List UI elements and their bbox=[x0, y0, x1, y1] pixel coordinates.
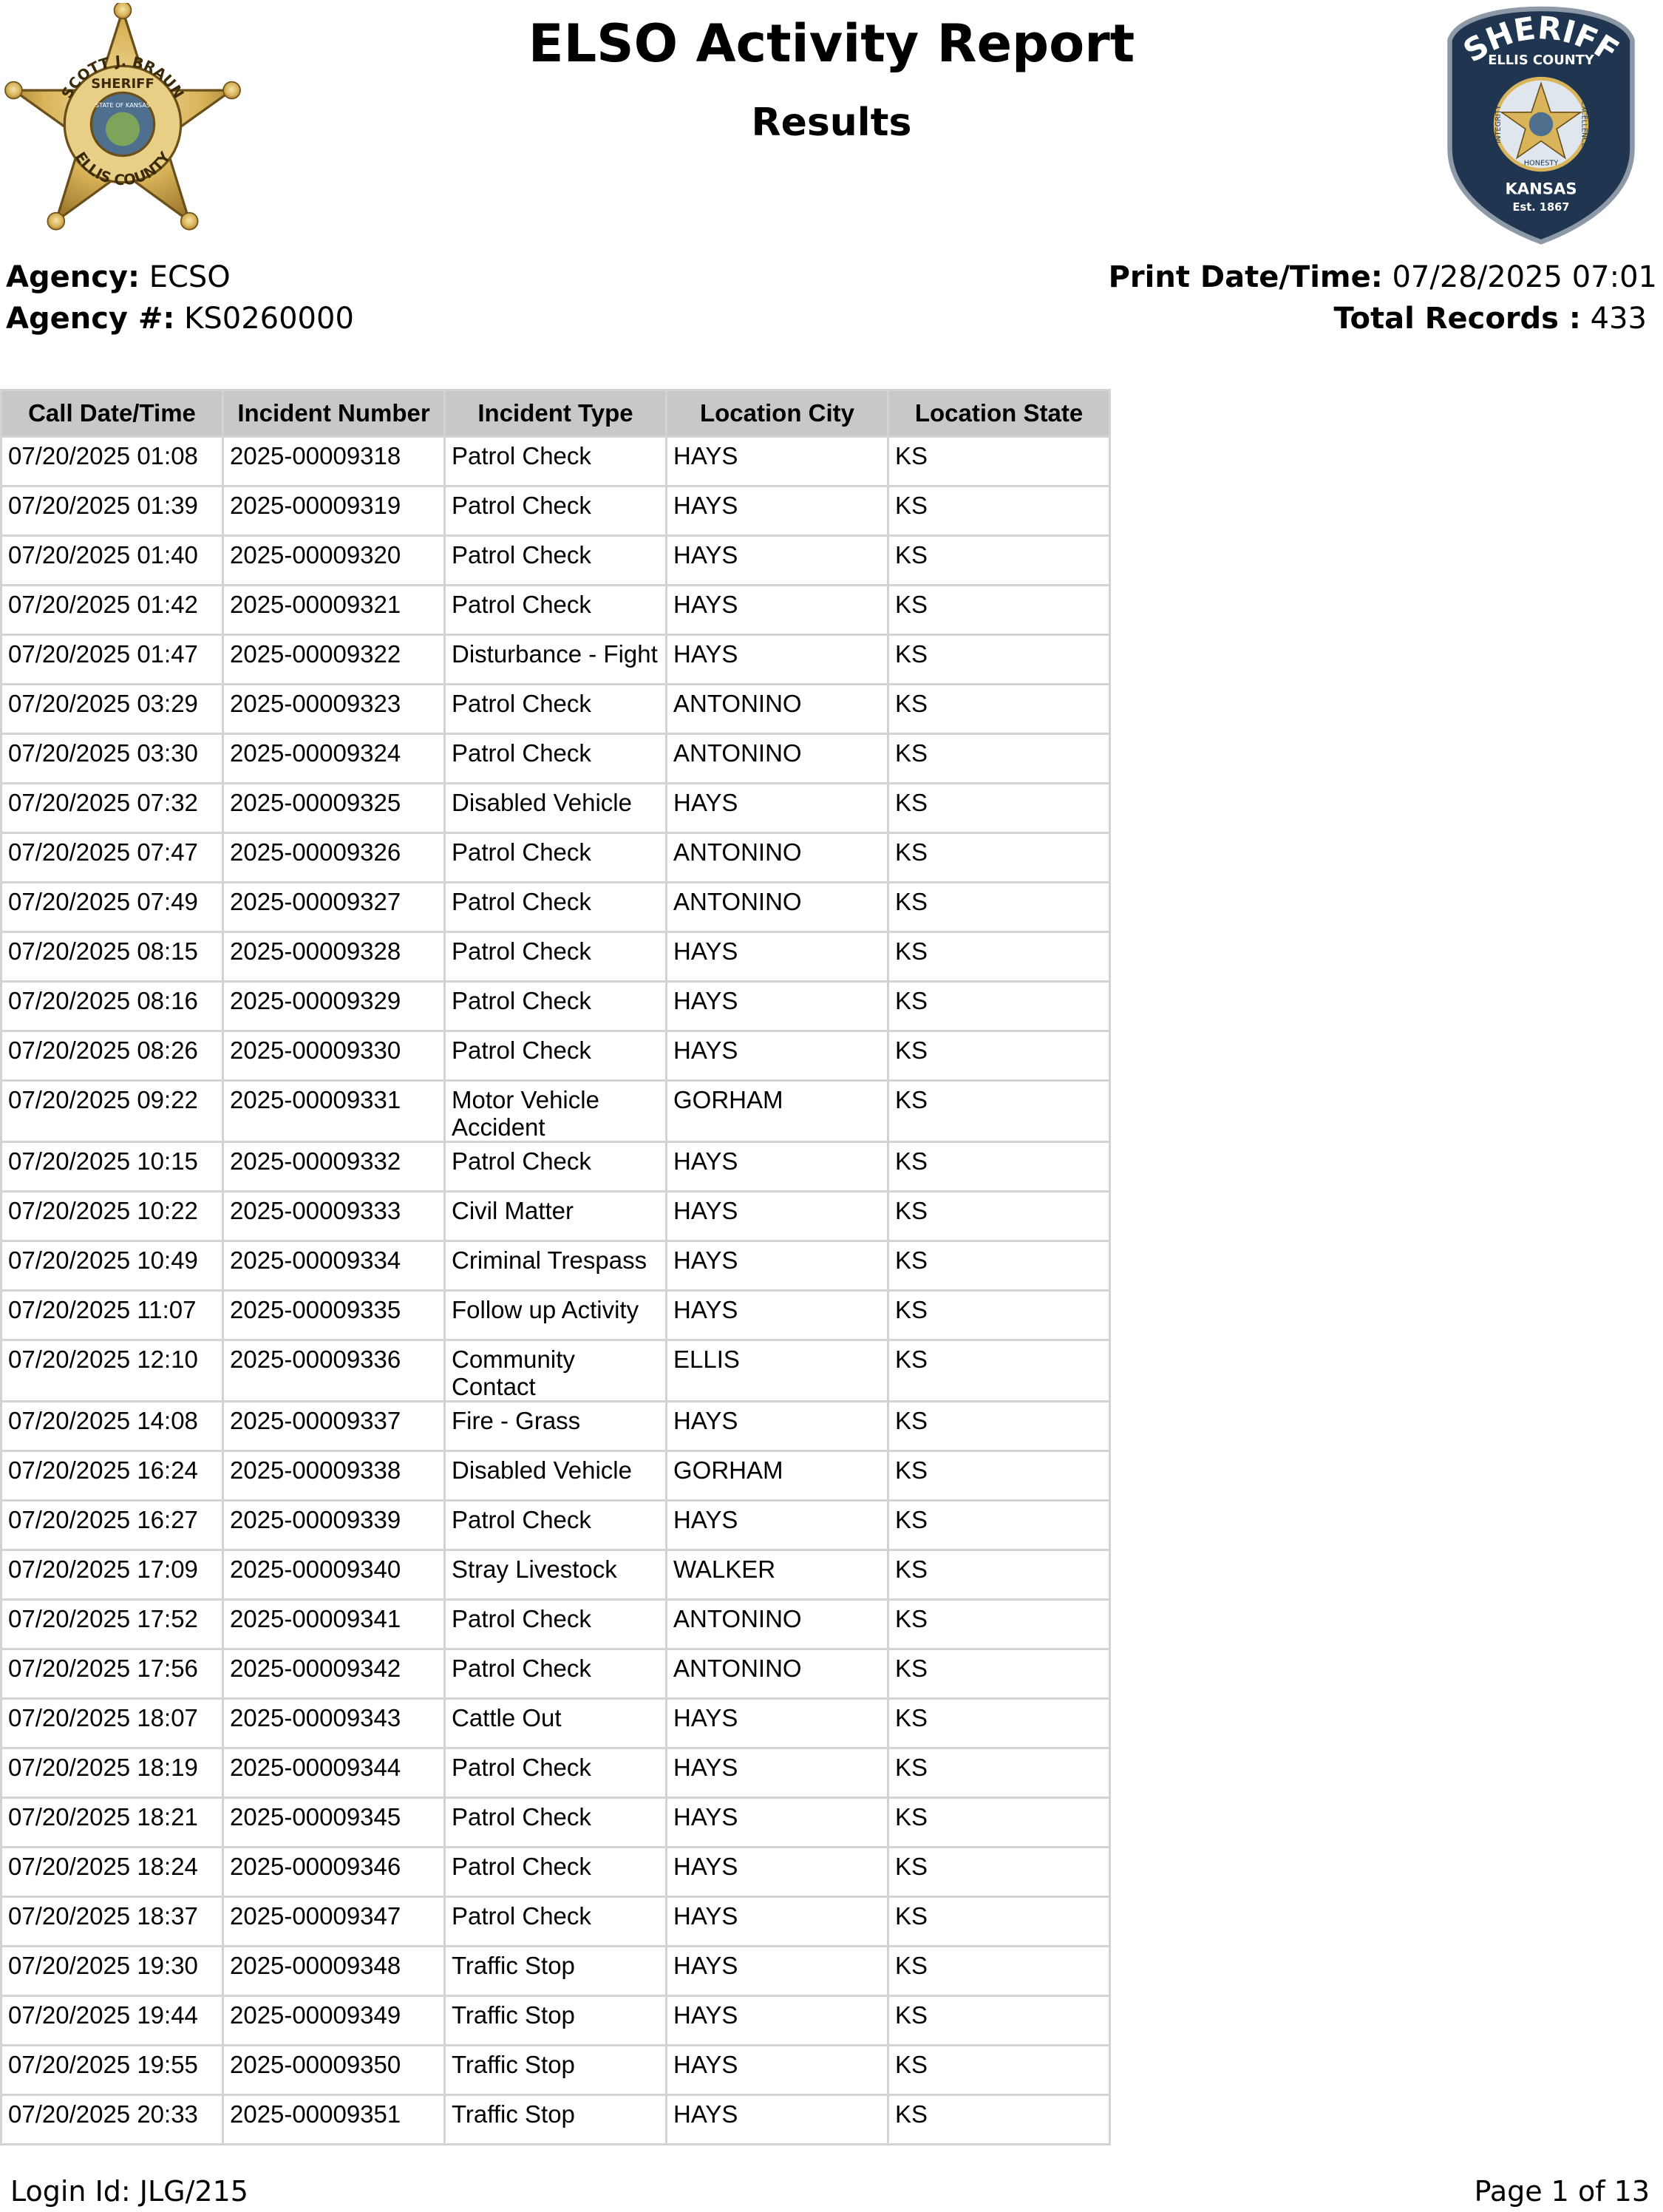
cell-call-datetime: 07/20/2025 19:44 bbox=[1, 1996, 223, 2046]
agency-value: ECSO bbox=[149, 260, 231, 294]
cell-location-state: KS bbox=[888, 685, 1110, 734]
patch-county-text: ELLIS COUNTY bbox=[1488, 52, 1594, 68]
table-row bbox=[1, 635, 1110, 685]
cell-incident-number: 2025-00009322 bbox=[223, 635, 445, 685]
cell-location-city: HAYS bbox=[667, 486, 888, 536]
login-id: Login Id: JLG/215 bbox=[10, 2175, 248, 2208]
cell-incident-number: 2025-00009339 bbox=[223, 1501, 445, 1550]
cell-location-state: KS bbox=[888, 1192, 1110, 1241]
table-row bbox=[1, 1402, 1110, 1451]
table-row bbox=[1, 1501, 1110, 1550]
cell-incident-type: Patrol Check bbox=[445, 1897, 667, 1947]
cell-call-datetime: 07/20/2025 10:22 bbox=[1, 1192, 223, 1241]
cell-incident-type: Traffic Stop bbox=[445, 1947, 667, 1996]
cell-location-city: HAYS bbox=[667, 1192, 888, 1241]
cell-location-city: ANTONINO bbox=[667, 883, 888, 932]
cell-call-datetime: 07/20/2025 11:07 bbox=[1, 1291, 223, 1340]
cell-incident-type: Patrol Check bbox=[445, 1142, 667, 1192]
cell-call-datetime: 07/20/2025 01:39 bbox=[1, 486, 223, 536]
cell-location-state: KS bbox=[888, 1848, 1110, 1897]
cell-incident-type: Fire - Grass bbox=[445, 1402, 667, 1451]
table-row bbox=[1, 437, 1110, 486]
print-datetime-label: Print Date/Time: bbox=[1108, 260, 1383, 294]
cell-incident-number: 2025-00009324 bbox=[223, 734, 445, 784]
cell-call-datetime: 07/20/2025 08:16 bbox=[1, 982, 223, 1031]
cell-call-datetime: 07/20/2025 08:26 bbox=[1, 1031, 223, 1081]
cell-location-state: KS bbox=[888, 2046, 1110, 2095]
cell-location-state: KS bbox=[888, 1649, 1110, 1699]
cell-location-city: HAYS bbox=[667, 982, 888, 1031]
total-records-line bbox=[1334, 302, 1647, 336]
cell-incident-number: 2025-00009325 bbox=[223, 784, 445, 833]
cell-location-city: HAYS bbox=[667, 1402, 888, 1451]
cell-call-datetime: 07/20/2025 01:42 bbox=[1, 586, 223, 635]
cell-incident-type: Patrol Check bbox=[445, 1600, 667, 1649]
cell-location-state: KS bbox=[888, 1550, 1110, 1600]
cell-location-city: HAYS bbox=[667, 2095, 888, 2145]
cell-incident-number: 2025-00009321 bbox=[223, 586, 445, 635]
table-row bbox=[1, 486, 1110, 536]
cell-incident-type: Civil Matter bbox=[445, 1192, 667, 1241]
activity-table bbox=[0, 389, 1111, 2145]
cell-incident-number: 2025-00009329 bbox=[223, 982, 445, 1031]
cell-incident-type: Motor Vehicle Accident bbox=[445, 1081, 667, 1142]
cell-incident-type: Patrol Check bbox=[445, 486, 667, 536]
cell-location-state: KS bbox=[888, 586, 1110, 635]
cell-incident-number: 2025-00009327 bbox=[223, 883, 445, 932]
cell-location-state: KS bbox=[888, 1600, 1110, 1649]
table-row bbox=[1, 1340, 1110, 1402]
cell-incident-type: Patrol Check bbox=[445, 734, 667, 784]
cell-location-state: KS bbox=[888, 1699, 1110, 1748]
print-datetime-line bbox=[1109, 260, 1657, 294]
table-row bbox=[1, 883, 1110, 932]
cell-incident-type: Traffic Stop bbox=[445, 1996, 667, 2046]
cell-location-state: KS bbox=[888, 1748, 1110, 1798]
cell-incident-number: 2025-00009335 bbox=[223, 1291, 445, 1340]
cell-incident-number: 2025-00009332 bbox=[223, 1142, 445, 1192]
activity-table-header bbox=[1, 390, 1110, 437]
cell-call-datetime: 07/20/2025 03:29 bbox=[1, 685, 223, 734]
table-row bbox=[1, 1031, 1110, 1081]
cell-location-state: KS bbox=[888, 2095, 1110, 2145]
table-row bbox=[1, 1550, 1110, 1600]
column-header-call-datetime: Call Date/Time bbox=[1, 390, 223, 437]
cell-incident-type: Patrol Check bbox=[445, 932, 667, 982]
table-row bbox=[1, 1291, 1110, 1340]
cell-incident-number: 2025-00009336 bbox=[223, 1340, 445, 1402]
total-records-value: 433 bbox=[1590, 302, 1647, 336]
agency-number-label: Agency #: bbox=[6, 302, 175, 336]
cell-call-datetime: 07/20/2025 17:09 bbox=[1, 1550, 223, 1600]
cell-location-city: HAYS bbox=[667, 1748, 888, 1798]
table-row bbox=[1, 1996, 1110, 2046]
cell-incident-number: 2025-00009319 bbox=[223, 486, 445, 536]
column-header-location-city: Location City bbox=[667, 390, 888, 437]
cell-incident-number: 2025-00009345 bbox=[223, 1798, 445, 1848]
cell-location-state: KS bbox=[888, 1081, 1110, 1142]
cell-call-datetime: 07/20/2025 09:22 bbox=[1, 1081, 223, 1142]
cell-location-state: KS bbox=[888, 883, 1110, 932]
cell-incident-number: 2025-00009342 bbox=[223, 1649, 445, 1699]
cell-call-datetime: 07/20/2025 10:49 bbox=[1, 1241, 223, 1291]
cell-call-datetime: 07/20/2025 19:30 bbox=[1, 1947, 223, 1996]
cell-location-city: ANTONINO bbox=[667, 734, 888, 784]
cell-incident-number: 2025-00009344 bbox=[223, 1748, 445, 1798]
cell-location-city: HAYS bbox=[667, 932, 888, 982]
table-row bbox=[1, 1748, 1110, 1798]
cell-location-city: HAYS bbox=[667, 1241, 888, 1291]
cell-incident-type: Cattle Out bbox=[445, 1699, 667, 1748]
cell-location-city: GORHAM bbox=[667, 1081, 888, 1142]
cell-location-city: HAYS bbox=[667, 1848, 888, 1897]
cell-location-state: KS bbox=[888, 734, 1110, 784]
column-header-location-state: Location State bbox=[888, 390, 1110, 437]
cell-call-datetime: 07/20/2025 01:47 bbox=[1, 635, 223, 685]
table-row bbox=[1, 2046, 1110, 2095]
cell-location-state: KS bbox=[888, 635, 1110, 685]
cell-incident-number: 2025-00009326 bbox=[223, 833, 445, 883]
cell-location-city: ELLIS bbox=[667, 1340, 888, 1402]
cell-location-state: KS bbox=[888, 1241, 1110, 1291]
table-row bbox=[1, 685, 1110, 734]
cell-location-city: GORHAM bbox=[667, 1451, 888, 1501]
cell-location-state: KS bbox=[888, 1501, 1110, 1550]
cell-call-datetime: 07/20/2025 10:15 bbox=[1, 1142, 223, 1192]
cell-incident-type: Traffic Stop bbox=[445, 2095, 667, 2145]
cell-location-city: HAYS bbox=[667, 1291, 888, 1340]
cell-incident-number: 2025-00009318 bbox=[223, 437, 445, 486]
table-row bbox=[1, 1699, 1110, 1748]
table-row bbox=[1, 1649, 1110, 1699]
cell-incident-number: 2025-00009330 bbox=[223, 1031, 445, 1081]
cell-incident-type: Patrol Check bbox=[445, 1798, 667, 1848]
table-row bbox=[1, 932, 1110, 982]
table-row bbox=[1, 1600, 1110, 1649]
cell-incident-type: Community Contact bbox=[445, 1340, 667, 1402]
cell-location-city: ANTONINO bbox=[667, 833, 888, 883]
logo-ring-top-text: SCOTT J. BRAUN bbox=[58, 52, 188, 102]
cell-location-state: KS bbox=[888, 1451, 1110, 1501]
cell-location-state: KS bbox=[888, 932, 1110, 982]
cell-call-datetime: 07/20/2025 03:30 bbox=[1, 734, 223, 784]
agency-number-value: KS0260000 bbox=[184, 302, 354, 336]
cell-call-datetime: 07/20/2025 20:33 bbox=[1, 2095, 223, 2145]
table-row bbox=[1, 1947, 1110, 1996]
cell-incident-type: Traffic Stop bbox=[445, 2046, 667, 2095]
cell-incident-number: 2025-00009346 bbox=[223, 1848, 445, 1897]
cell-incident-number: 2025-00009328 bbox=[223, 932, 445, 982]
cell-call-datetime: 07/20/2025 18:37 bbox=[1, 1897, 223, 1947]
cell-location-state: KS bbox=[888, 1897, 1110, 1947]
cell-incident-number: 2025-00009347 bbox=[223, 1897, 445, 1947]
table-row bbox=[1, 982, 1110, 1031]
column-header-incident-number: Incident Number bbox=[223, 390, 445, 437]
cell-incident-number: 2025-00009350 bbox=[223, 2046, 445, 2095]
cell-incident-type: Criminal Trespass bbox=[445, 1241, 667, 1291]
cell-incident-type: Patrol Check bbox=[445, 536, 667, 586]
cell-call-datetime: 07/20/2025 18:07 bbox=[1, 1699, 223, 1748]
cell-location-city: HAYS bbox=[667, 536, 888, 586]
cell-call-datetime: 07/20/2025 16:27 bbox=[1, 1501, 223, 1550]
cell-incident-type: Patrol Check bbox=[445, 1031, 667, 1081]
cell-call-datetime: 07/20/2025 01:08 bbox=[1, 437, 223, 486]
cell-incident-number: 2025-00009349 bbox=[223, 1996, 445, 2046]
cell-location-state: KS bbox=[888, 437, 1110, 486]
cell-incident-type: Patrol Check bbox=[445, 1848, 667, 1897]
cell-incident-number: 2025-00009341 bbox=[223, 1600, 445, 1649]
report-title: ELSO Activity Report bbox=[528, 13, 1135, 74]
table-row bbox=[1, 1798, 1110, 1848]
page-number: Page 1 of 13 bbox=[1474, 2175, 1650, 2208]
cell-location-city: HAYS bbox=[667, 2046, 888, 2095]
cell-incident-number: 2025-00009338 bbox=[223, 1451, 445, 1501]
cell-location-state: KS bbox=[888, 1798, 1110, 1848]
table-row bbox=[1, 784, 1110, 833]
cell-location-city: HAYS bbox=[667, 1798, 888, 1848]
cell-call-datetime: 07/20/2025 19:55 bbox=[1, 2046, 223, 2095]
cell-incident-type: Patrol Check bbox=[445, 685, 667, 734]
table-row bbox=[1, 536, 1110, 586]
table-row bbox=[1, 833, 1110, 883]
cell-incident-number: 2025-00009323 bbox=[223, 685, 445, 734]
table-row bbox=[1, 1848, 1110, 1897]
cell-incident-number: 2025-00009331 bbox=[223, 1081, 445, 1142]
cell-location-city: HAYS bbox=[667, 1996, 888, 2046]
cell-incident-number: 2025-00009340 bbox=[223, 1550, 445, 1600]
patch-est-text: Est. 1867 bbox=[1512, 201, 1570, 214]
table-row bbox=[1, 734, 1110, 784]
cell-location-city: HAYS bbox=[667, 1031, 888, 1081]
cell-incident-type: Patrol Check bbox=[445, 1649, 667, 1699]
cell-incident-type: Patrol Check bbox=[445, 1748, 667, 1798]
cell-location-city: HAYS bbox=[667, 1699, 888, 1748]
cell-location-state: KS bbox=[888, 1996, 1110, 2046]
cell-call-datetime: 07/20/2025 18:24 bbox=[1, 1848, 223, 1897]
cell-location-city: WALKER bbox=[667, 1550, 888, 1600]
patch-excellence-text: EXCELLENCE bbox=[1579, 101, 1588, 148]
report-subtitle: Results bbox=[751, 101, 912, 145]
table-row bbox=[1, 1081, 1110, 1142]
cell-incident-number: 2025-00009320 bbox=[223, 536, 445, 586]
cell-incident-number: 2025-00009337 bbox=[223, 1402, 445, 1451]
patch-honesty-text: HONESTY bbox=[1523, 159, 1559, 168]
cell-location-state: KS bbox=[888, 486, 1110, 536]
cell-location-state: KS bbox=[888, 833, 1110, 883]
cell-incident-type: Follow up Activity bbox=[445, 1291, 667, 1340]
table-row bbox=[1, 1897, 1110, 1947]
cell-incident-type: Disabled Vehicle bbox=[445, 1451, 667, 1501]
cell-location-state: KS bbox=[888, 1291, 1110, 1340]
cell-call-datetime: 07/20/2025 18:21 bbox=[1, 1798, 223, 1848]
patch-kansas-text: KANSAS bbox=[1505, 179, 1577, 198]
cell-location-city: HAYS bbox=[667, 437, 888, 486]
cell-incident-number: 2025-00009333 bbox=[223, 1192, 445, 1241]
logo-ring-bottom-text: ELLIS COUNTY bbox=[71, 149, 174, 189]
cell-call-datetime: 07/20/2025 01:40 bbox=[1, 536, 223, 586]
cell-incident-type: Disturbance - Fight bbox=[445, 635, 667, 685]
cell-incident-type: Stray Livestock bbox=[445, 1550, 667, 1600]
cell-location-state: KS bbox=[888, 784, 1110, 833]
cell-call-datetime: 07/20/2025 07:32 bbox=[1, 784, 223, 833]
cell-call-datetime: 07/20/2025 07:47 bbox=[1, 833, 223, 883]
cell-location-city: HAYS bbox=[667, 1142, 888, 1192]
cell-location-state: KS bbox=[888, 1031, 1110, 1081]
cell-location-city: HAYS bbox=[667, 1947, 888, 1996]
cell-location-state: KS bbox=[888, 536, 1110, 586]
cell-location-city: HAYS bbox=[667, 1897, 888, 1947]
patch-sheriff-text: SHERIFF bbox=[1457, 9, 1625, 69]
table-row bbox=[1, 586, 1110, 635]
cell-location-state: KS bbox=[888, 1340, 1110, 1402]
cell-location-city: HAYS bbox=[667, 784, 888, 833]
total-records-label: Total Records : bbox=[1333, 302, 1581, 336]
column-header-incident-type: Incident Type bbox=[445, 390, 667, 437]
cell-call-datetime: 07/20/2025 17:56 bbox=[1, 1649, 223, 1699]
cell-incident-type: Patrol Check bbox=[445, 1501, 667, 1550]
agency-line bbox=[6, 260, 231, 294]
logo-seal-text: STATE OF KANSAS bbox=[95, 101, 151, 109]
agency-label: Agency: bbox=[6, 260, 140, 294]
cell-incident-type: Patrol Check bbox=[445, 883, 667, 932]
cell-incident-type: Patrol Check bbox=[445, 982, 667, 1031]
table-row bbox=[1, 1142, 1110, 1192]
cell-incident-number: 2025-00009343 bbox=[223, 1699, 445, 1748]
cell-location-state: KS bbox=[888, 982, 1110, 1031]
patch-integrity-text: INTEGRITY bbox=[1494, 105, 1503, 143]
table-row bbox=[1, 1241, 1110, 1291]
cell-location-city: HAYS bbox=[667, 586, 888, 635]
cell-location-city: ANTONINO bbox=[667, 1600, 888, 1649]
logo-sheriff-text: SHERIFF bbox=[91, 75, 154, 92]
print-datetime-value: 07/28/2025 07:01 bbox=[1392, 260, 1657, 294]
cell-incident-type: Patrol Check bbox=[445, 437, 667, 486]
cell-location-city: ANTONINO bbox=[667, 1649, 888, 1699]
cell-incident-type: Patrol Check bbox=[445, 586, 667, 635]
cell-location-city: HAYS bbox=[667, 635, 888, 685]
cell-incident-number: 2025-00009351 bbox=[223, 2095, 445, 2145]
cell-location-city: ANTONINO bbox=[667, 685, 888, 734]
cell-call-datetime: 07/20/2025 12:10 bbox=[1, 1340, 223, 1402]
cell-incident-number: 2025-00009334 bbox=[223, 1241, 445, 1291]
cell-call-datetime: 07/20/2025 18:19 bbox=[1, 1748, 223, 1798]
header-row bbox=[1, 390, 1110, 437]
activity-table-body bbox=[1, 437, 1110, 2145]
cell-call-datetime: 07/20/2025 14:08 bbox=[1, 1402, 223, 1451]
table-row bbox=[1, 1192, 1110, 1241]
cell-location-city: HAYS bbox=[667, 1501, 888, 1550]
table-row bbox=[1, 2095, 1110, 2145]
cell-incident-number: 2025-00009348 bbox=[223, 1947, 445, 1996]
cell-location-state: KS bbox=[888, 1402, 1110, 1451]
cell-call-datetime: 07/20/2025 08:15 bbox=[1, 932, 223, 982]
cell-call-datetime: 07/20/2025 17:52 bbox=[1, 1600, 223, 1649]
agency-number-line bbox=[6, 302, 354, 336]
cell-location-state: KS bbox=[888, 1947, 1110, 1996]
cell-call-datetime: 07/20/2025 07:49 bbox=[1, 883, 223, 932]
cell-incident-type: Disabled Vehicle bbox=[445, 784, 667, 833]
cell-incident-type: Patrol Check bbox=[445, 833, 667, 883]
table-row bbox=[1, 1451, 1110, 1501]
cell-call-datetime: 07/20/2025 16:24 bbox=[1, 1451, 223, 1501]
cell-location-state: KS bbox=[888, 1142, 1110, 1192]
